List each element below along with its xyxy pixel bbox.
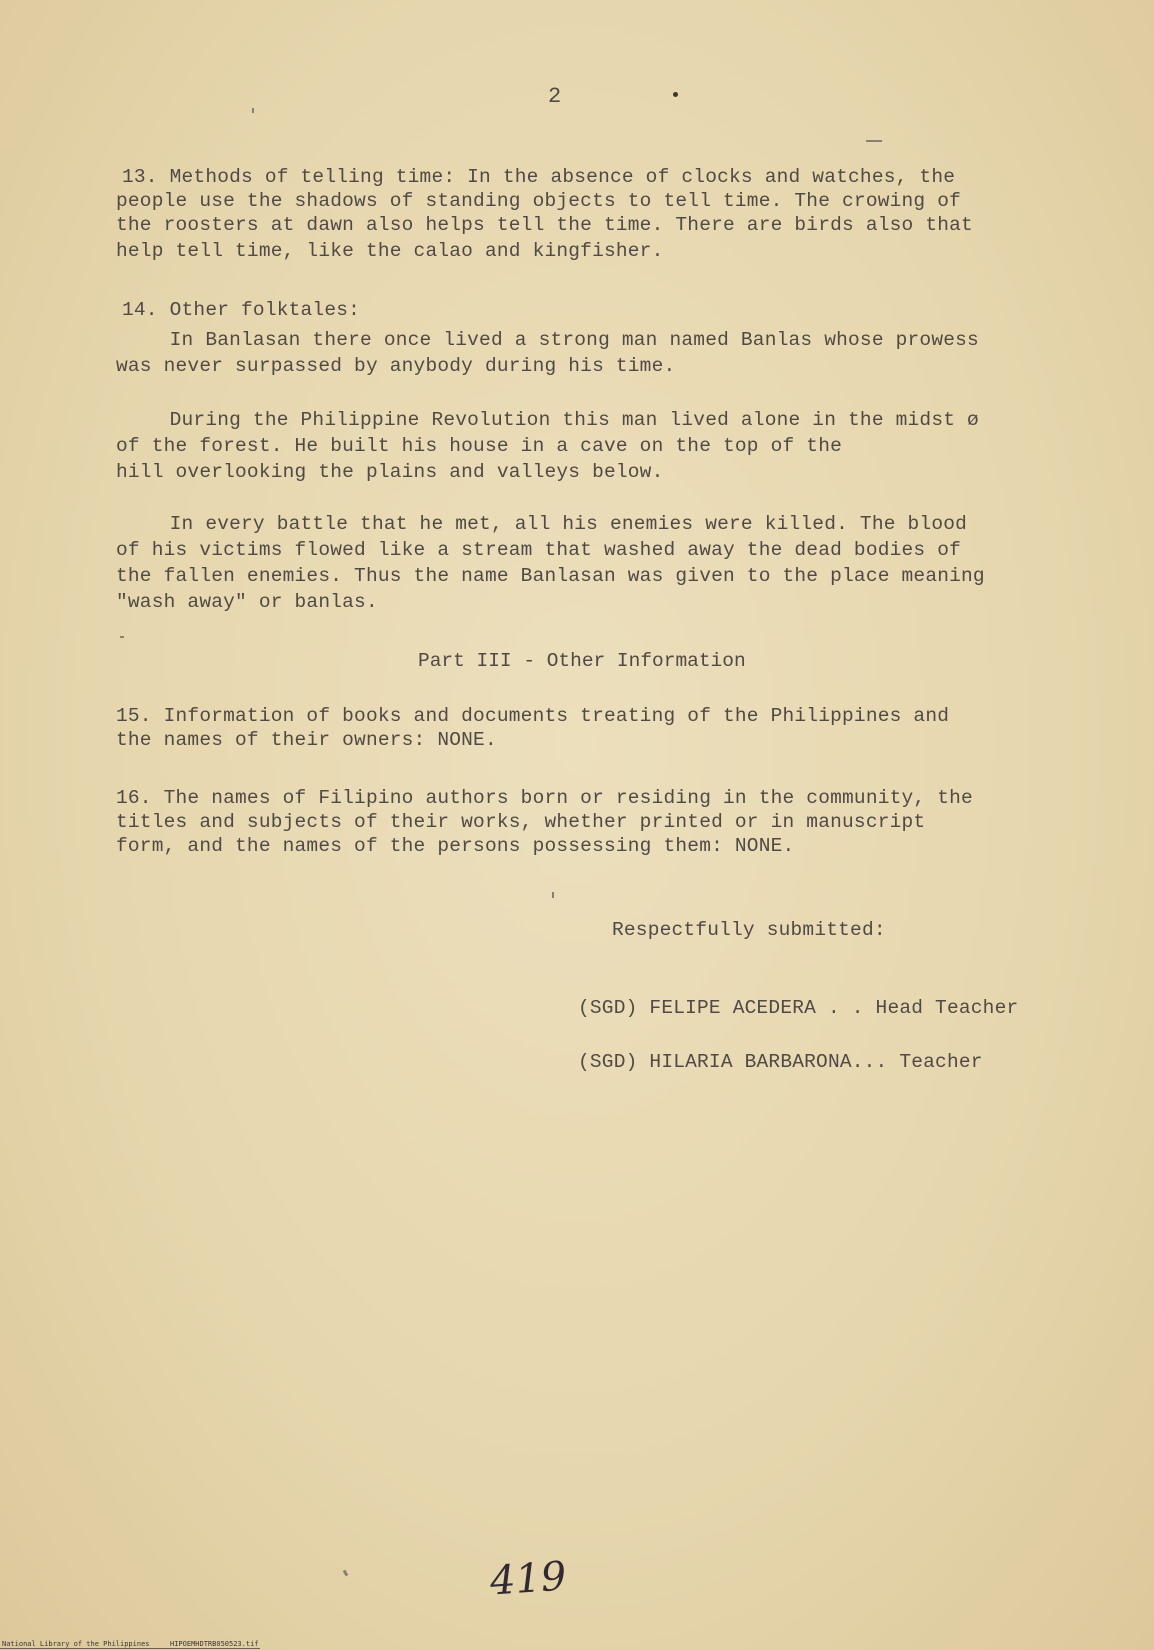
text-line: During the Philippine Revolution this man lived alone in the midst ø	[122, 409, 979, 431]
text-line: 15. Information of books and documents treating of the Philippines and	[116, 705, 950, 727]
section-title: 14. Other folktales:	[122, 299, 361, 321]
text-line: hill overlooking the plains and valleys below.	[116, 461, 664, 483]
text-line: of his victims flowed like a stream that washed away the dead bodies of	[116, 539, 962, 561]
page-number: 2	[548, 84, 562, 109]
text-line: of the forest. He built his house in a cave on the top of the	[116, 435, 843, 457]
ink-mark	[343, 1570, 349, 1577]
text-line: people use the shadows of standing objects to tell time. The crowing of	[116, 190, 962, 212]
text-line: titles and subjects of their works, whether printed or in manuscript	[116, 811, 926, 833]
footer-filename: HIPOEMHDTRB050523.tif	[170, 1640, 259, 1648]
text-line: form, and the names of the persons possessing them: NONE.	[116, 835, 795, 857]
text-line: the fallen enemies. Thus the name Banlasan was given to the place meaning	[116, 565, 985, 587]
text-line: "wash away" or banlas.	[116, 591, 378, 613]
ink-mark	[866, 140, 882, 142]
ink-mark	[120, 636, 124, 638]
ink-mark	[552, 892, 554, 898]
signature-head-teacher: (SGD) FELIPE ACEDERA . . Head Teacher	[578, 997, 1019, 1019]
closing-line: Respectfully submitted:	[612, 919, 886, 941]
footer-rule	[0, 1648, 260, 1649]
text-line: was never surpassed by anybody during his time.	[116, 355, 676, 377]
ink-mark	[252, 108, 254, 113]
text-line: the names of their owners: NONE.	[116, 729, 497, 751]
text-line: In Banlasan there once lived a strong man named Banlas whose prowess	[122, 329, 979, 351]
ink-dot	[673, 92, 678, 97]
signature-teacher: (SGD) HILARIA BARBARONA... Teacher	[578, 1051, 983, 1073]
footer-library: National Library of the Philippines	[2, 1640, 150, 1648]
text-line: help tell time, like the calao and kingfisher.	[116, 240, 664, 262]
text-line: 16. The names of Filipino authors born or residing in the community, the	[116, 787, 973, 809]
part-heading: Part III - Other Information	[418, 650, 746, 672]
text-line: In every battle that he met, all his enemies were killed. The blood	[122, 513, 968, 535]
handwritten-number: 419	[488, 1553, 568, 1605]
text-line: 13. Methods of telling time: In the absence of clocks and watches, the	[122, 166, 956, 188]
text-line: the roosters at dawn also helps tell the time. There are birds also that	[116, 214, 973, 236]
